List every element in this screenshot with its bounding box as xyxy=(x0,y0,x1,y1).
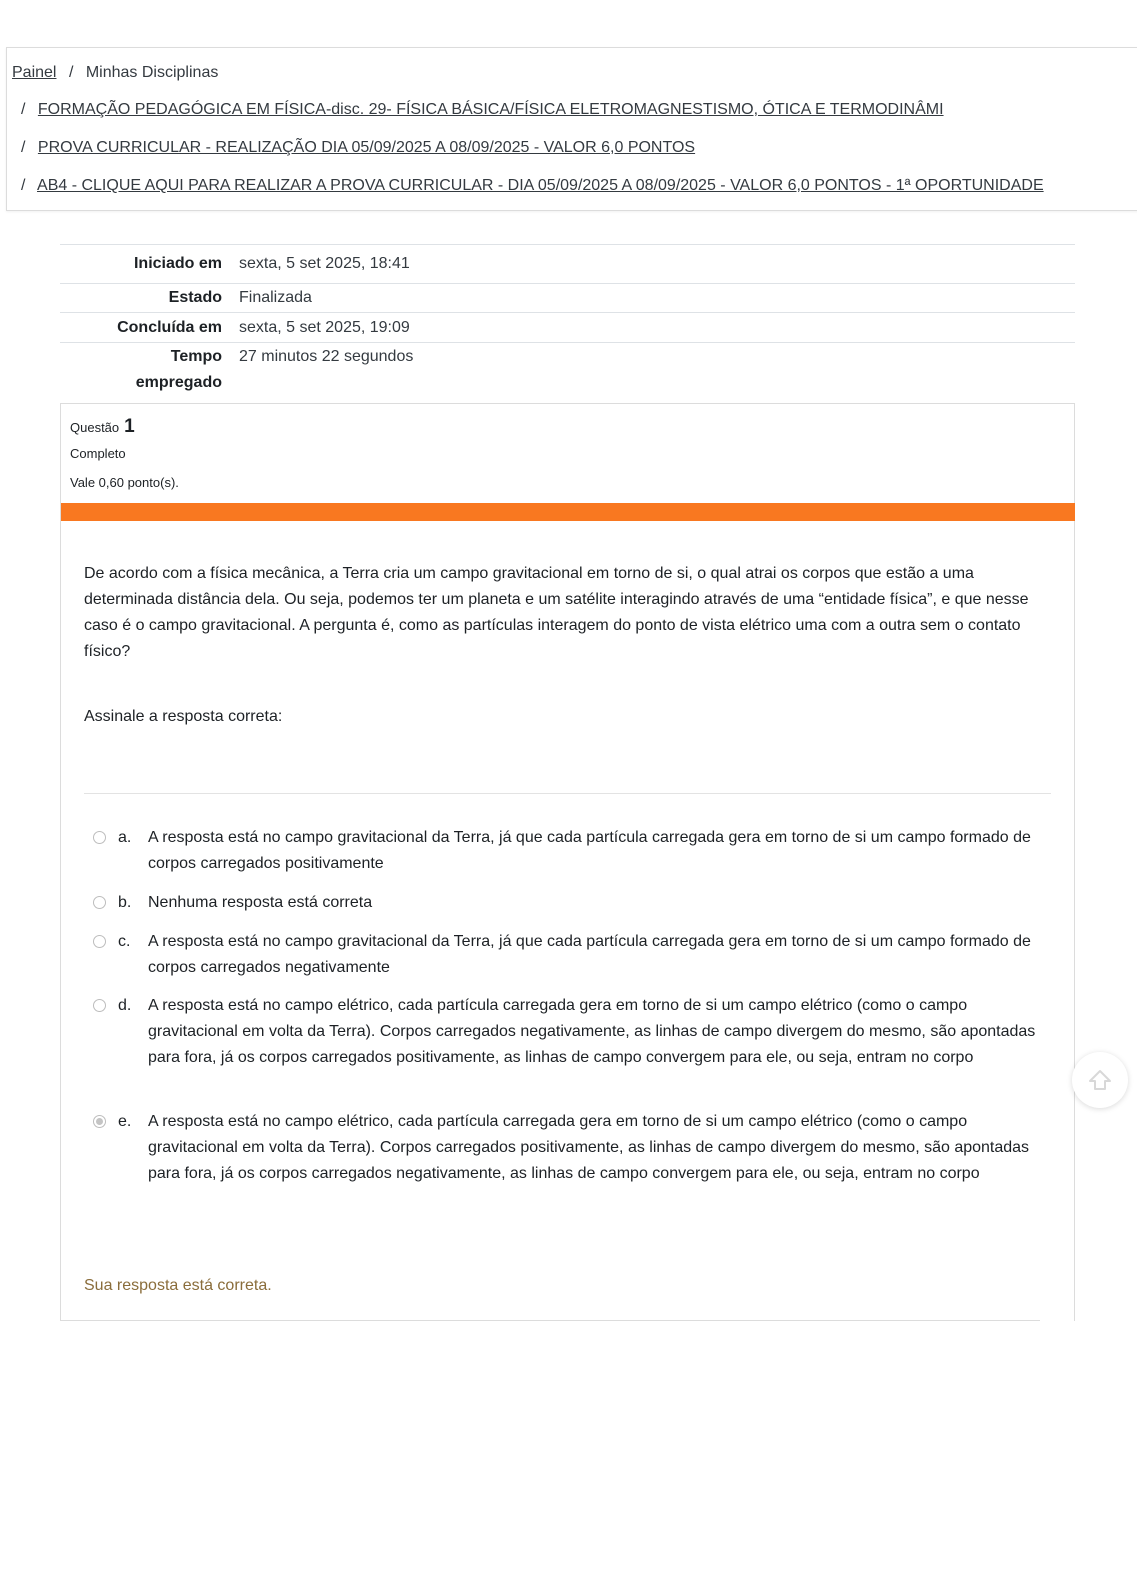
answer-option-a[interactable] xyxy=(93,825,1043,877)
summary-value: sexta, 5 set 2025, 19:09 xyxy=(239,319,410,336)
breadcrumb-section-link[interactable]: PROVA CURRICULAR - REALIZAÇÃO DIA 05/09/2025 A 08/09/2025 - VALOR 6,0 PONTOS xyxy=(37,139,696,156)
breadcrumb-course-link[interactable]: FORMAÇÃO PEDAGÓGICA EM FÍSICA-disc. 29- FÍSICA BÁSICA/FÍSICA ELETROMAGNESTISMO, ÓTICA E TERMODINÂMI xyxy=(37,101,944,118)
question-text: De acordo com a física mecânica, a Terra cria um campo gravitacional em torno de si, o qual atrai os corpos que estão a uma determinada distância dela. Ou seja, podemos ter um planeta e um satélite interagindo através de uma “entidade física”, e que nesse caso é o campo gravitacional. A pergunta é, como as partículas interagem do ponto de vista elétrico uma com a outra sem o contato físico? xyxy=(84,565,1029,660)
answer-option-b[interactable] xyxy=(93,890,1043,916)
feedback-message: Sua resposta está correta. xyxy=(84,1277,272,1294)
breadcrumb-separator: / xyxy=(68,64,74,81)
attempt-summary-table xyxy=(60,244,1075,396)
option-text: A resposta está no campo gravitacional da Terra, já que cada partícula carregada gera em torno de si um campo formado de corpos carregados negativamente xyxy=(148,933,1031,976)
question-number-value: 1 xyxy=(124,416,135,437)
question-card-bottom-border xyxy=(60,1320,1040,1321)
question-label: Questão xyxy=(70,420,120,435)
summary-row-state xyxy=(60,283,1075,312)
question-number xyxy=(70,416,179,438)
radio-button[interactable] xyxy=(93,831,106,844)
option-letter: e. xyxy=(118,1113,132,1130)
arrow-up-icon xyxy=(1087,1068,1113,1092)
summary-label: Concluída em xyxy=(117,319,222,336)
option-letter: a. xyxy=(118,829,132,846)
option-letter: c. xyxy=(118,933,131,950)
breadcrumb-row-4 xyxy=(21,177,1044,195)
radio-button[interactable] xyxy=(93,896,106,909)
option-letter: b. xyxy=(118,894,132,911)
answer-option-c[interactable] xyxy=(93,929,1043,981)
answer-option-d[interactable] xyxy=(93,993,1043,1071)
summary-row-completed xyxy=(60,312,1075,342)
breadcrumb-separator: / xyxy=(21,139,26,156)
answer-option-e[interactable] xyxy=(93,1109,1043,1187)
option-text: A resposta está no campo gravitacional da Terra, já que cada partícula carregada gera em torno de si um campo formado de corpos carregados positivamente xyxy=(148,829,1031,872)
summary-label: Estado xyxy=(168,289,222,306)
question-card xyxy=(60,403,1075,1321)
radio-button-selected[interactable] xyxy=(93,1115,106,1128)
summary-value: sexta, 5 set 2025, 18:41 xyxy=(239,255,410,272)
breadcrumb-quiz-link[interactable]: AB4 - CLIQUE AQUI PARA REALIZAR A PROVA CURRICULAR - DIA 05/09/2025 A 08/09/2025 - VALOR 6,0 PONTOS - 1ª OPORTUNIDADE xyxy=(37,177,1044,194)
summary-row-time xyxy=(60,342,1075,396)
summary-value: Finalizada xyxy=(239,289,312,306)
breadcrumb xyxy=(6,47,1137,211)
question-info xyxy=(70,416,179,490)
radio-button[interactable] xyxy=(93,935,106,948)
question-status: Completo xyxy=(70,446,126,461)
question-points: Vale 0,60 ponto(s). xyxy=(70,475,179,490)
breadcrumb-separator: / xyxy=(21,101,26,118)
summary-value: 27 minutos 22 segundos xyxy=(239,348,414,365)
breadcrumb-minhas-disciplinas[interactable]: Minhas Disciplinas xyxy=(85,64,219,81)
summary-label: Iniciado em xyxy=(133,255,222,272)
option-text: A resposta está no campo elétrico, cada partícula carregada gera em torno de si um campo elétrico (como o campo gravitacional em volta da Terra). Corpos carregados positivamente, as linhas de campo divergem do mesmo, são apontadas para fora, já os corpos carregados negativamente, as linhas de campo convergem para ele, ou seja, entram no corpo xyxy=(148,1113,1030,1182)
question-prompt: Assinale a resposta correta: xyxy=(84,708,283,725)
option-text: Nenhuma resposta está correta xyxy=(148,894,373,911)
divider xyxy=(84,793,1051,794)
breadcrumb-row-2 xyxy=(21,101,944,119)
option-letter: d. xyxy=(118,997,132,1014)
option-text: A resposta está no campo elétrico, cada partícula carregada gera em torno de si um campo elétrico (como o campo gravitacional em volta da Terra). Corpos carregados negativamente, as linhas de campo divergem do mesmo, são apontadas para fora, já os corpos carregados positivamente, as linhas de campo convergem para ele, ou seja, entram no corpo xyxy=(148,997,1036,1066)
breadcrumb-row-1 xyxy=(12,64,218,82)
summary-row-started xyxy=(60,244,1075,283)
radio-button[interactable] xyxy=(93,999,106,1012)
back-to-top-button[interactable] xyxy=(1072,1052,1128,1108)
breadcrumb-painel-link[interactable]: Painel xyxy=(12,64,57,81)
summary-label: Tempo empregado xyxy=(135,348,222,391)
breadcrumb-row-3 xyxy=(21,139,695,157)
question-header-bar xyxy=(61,503,1075,521)
breadcrumb-separator: / xyxy=(21,177,26,194)
